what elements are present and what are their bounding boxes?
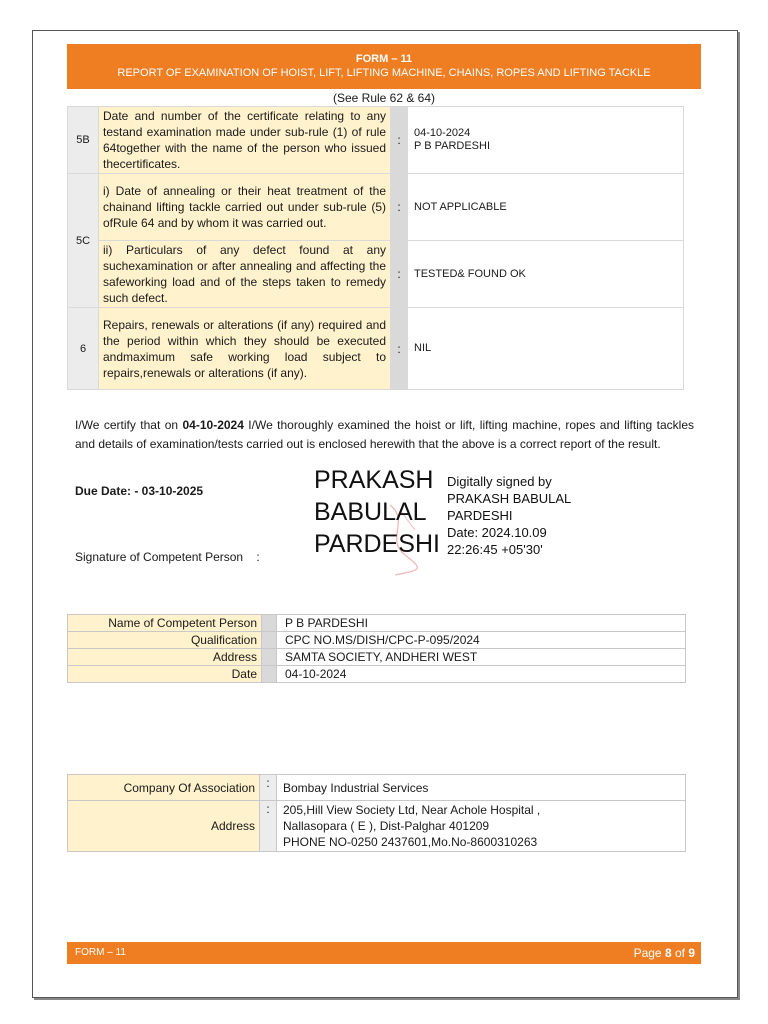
- question-text: Date and number of the certificate relating to any testand examination made under sub-rule (1) of rule 64together with the name of the person who issued thecertificates.: [99, 107, 391, 174]
- signature-detail-line: PARDESHI: [447, 508, 513, 523]
- company-label: Company Of Association: [68, 775, 260, 801]
- date-value: 04-10-2024: [277, 666, 686, 683]
- company-address-value: [277, 801, 686, 852]
- due-date: Due Date: - 03-10-2025: [75, 484, 204, 498]
- form-header: [67, 44, 701, 89]
- question-text: i) Date of annealing or their heat treatment of the chainand lifting tackle carried out under sub-rule (5) ofRule 64 and by whom it was carried out.: [99, 174, 391, 241]
- table-row: [68, 775, 686, 801]
- rule-reference: (See Rule 62 & 64): [332, 91, 436, 105]
- separator-cell: [262, 632, 277, 649]
- certification-text: [75, 416, 694, 454]
- signature-name-line: PRAKASH: [314, 466, 434, 494]
- signature-detail-line: Digitally signed by: [447, 474, 552, 489]
- table-row: [68, 632, 686, 649]
- address-line: Nallasopara ( E ), Dist-Palghar 401209: [283, 819, 490, 833]
- colon-separator: :: [391, 308, 408, 390]
- digital-signature-details: [447, 473, 571, 558]
- row-number: 5B: [68, 107, 99, 174]
- address-line: 205,Hill View Society Ltd, Near Achole Hospital ,: [283, 803, 541, 817]
- table-row-6: [68, 308, 684, 390]
- question-text: ii) Particulars of any defect found at any suchexamination or after annealing and affecting the safeworking load and of the steps taken to remedy such defect.: [99, 241, 391, 308]
- answer-cell: [408, 107, 684, 174]
- form-title: REPORT OF EXAMINATION OF HOIST, LIFT, LIFTING MACHINE, CHAINS, ROPES AND LIFTING TACKLE: [117, 67, 651, 79]
- page-footer: [67, 942, 701, 964]
- examination-table: [67, 106, 684, 390]
- answer-cell: NIL: [408, 308, 684, 390]
- separator-cell: [262, 649, 277, 666]
- page-number: [634, 946, 695, 960]
- table-row: [68, 649, 686, 666]
- signature-detail-line: 22:26:45 +05'30': [447, 542, 543, 557]
- cert-date: 04-10-2024: [182, 418, 244, 432]
- row-number: 5C: [68, 174, 99, 308]
- table-row-5c-i: [68, 174, 684, 241]
- signature-name-line: PARDESHI: [314, 530, 440, 558]
- table-row-5c-ii: [68, 241, 684, 308]
- address-label: Address: [68, 649, 262, 666]
- table-row-5b: [68, 107, 684, 174]
- answer-person: P B PARDESHI: [414, 140, 491, 152]
- company-table: [67, 774, 686, 852]
- separator-cell: [262, 666, 277, 683]
- page-total: 9: [688, 946, 695, 960]
- table-row: [68, 615, 686, 632]
- signature-detail-line: PRAKASH BABULAL: [447, 491, 572, 506]
- row-number: 6: [68, 308, 99, 390]
- footer-form-label: FORM – 11: [75, 947, 126, 958]
- colon-separator: :: [391, 241, 408, 308]
- digital-signature-name: [314, 464, 440, 560]
- cert-prefix: I/We certify that on: [75, 418, 183, 432]
- answer-date: 04-10-2024: [414, 127, 471, 139]
- colon-separator: :: [391, 107, 408, 174]
- answer-cell: TESTED& FOUND OK: [408, 241, 684, 308]
- question-text: Repairs, renewals or alterations (if any) required and the period within which they should be executed andmaximum safe working load subject to repairs,renewals or alterations (if any).: [99, 308, 391, 390]
- company-value: Bombay Industrial Services: [277, 775, 686, 801]
- address-value: SAMTA SOCIETY, ANDHERI WEST: [277, 649, 686, 666]
- company-address-label: Address: [68, 801, 260, 852]
- colon-separator: :: [260, 801, 277, 852]
- separator-cell: [262, 615, 277, 632]
- signature-caption: Signature of Competent Person :: [75, 550, 260, 564]
- page-of: of: [671, 946, 689, 960]
- signature-name-line: BABULAL: [314, 498, 427, 526]
- name-label: Name of Competent Person: [68, 615, 262, 632]
- page-word: Page: [633, 946, 665, 960]
- colon-separator: :: [391, 174, 408, 241]
- cert-suffix: I/We thoroughly examined the hoist or lift, lifting machine, ropes and lifting tackles and details of examination/tests carried out is enclosed herewith that the above is a correct report of the result.: [75, 418, 694, 451]
- form-number: FORM – 11: [355, 53, 413, 65]
- competent-person-table: [67, 614, 686, 683]
- phone-line: PHONE NO-0250 2437601,Mo.No-8600310263: [283, 835, 538, 849]
- signature-detail-line: Date: 2024.10.09: [447, 525, 547, 540]
- name-value: P B PARDESHI: [277, 615, 686, 632]
- table-row: [68, 666, 686, 683]
- answer-cell: NOT APPLICABLE: [408, 174, 684, 241]
- date-label: Date: [68, 666, 262, 683]
- qualification-value: CPC NO.MS/DISH/CPC-P-095/2024: [277, 632, 686, 649]
- colon-separator: :: [260, 775, 277, 801]
- page-current: 8: [664, 946, 672, 960]
- table-row: [68, 801, 686, 852]
- qualification-label: Qualification: [68, 632, 262, 649]
